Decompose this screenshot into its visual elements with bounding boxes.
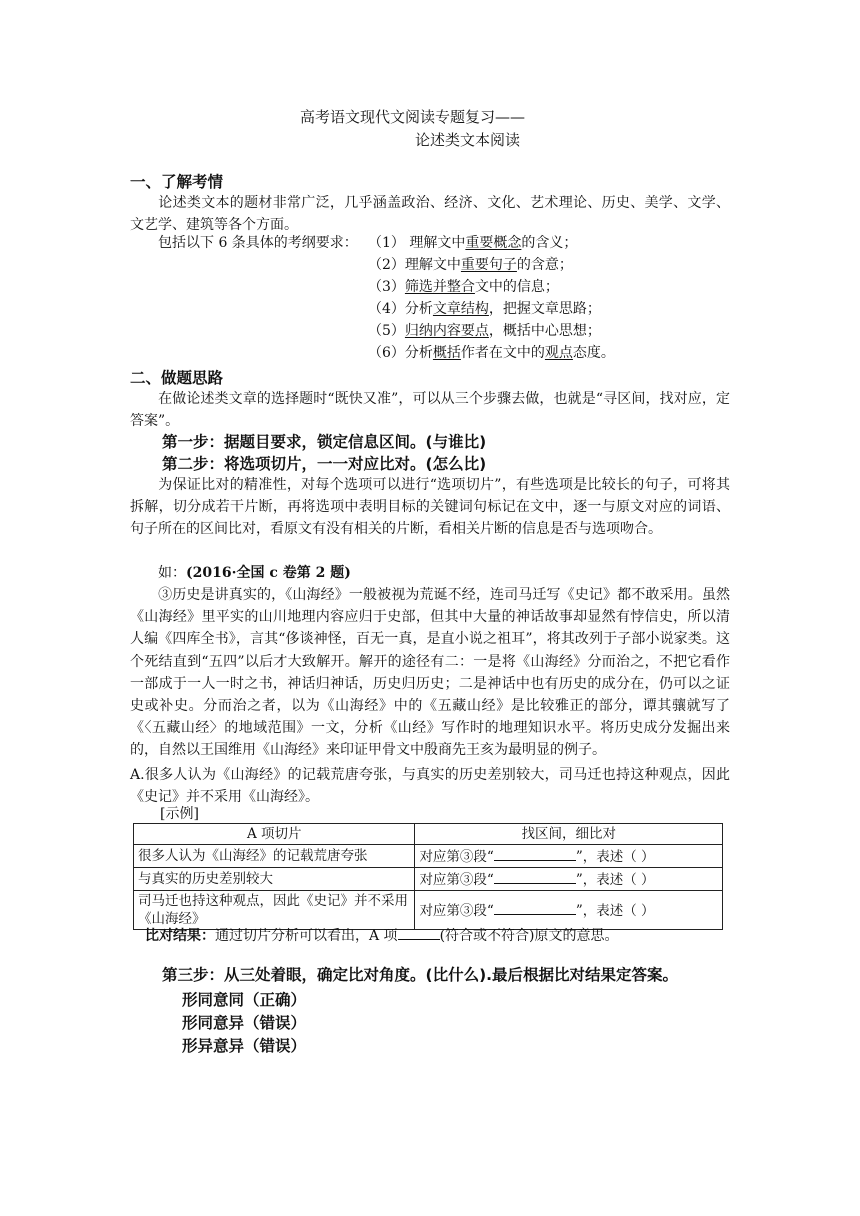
example-source: (2016·全国 c 卷第 2 题): [186, 565, 351, 581]
step1-heading: 第一步：据题目要求，锁定信息区间。(与谁比): [162, 433, 487, 451]
example-lead: 如：: [158, 565, 186, 581]
requirement-item-2: （2）理解文中重要句子的含意；: [368, 257, 573, 273]
answer-blank[interactable]: [494, 900, 576, 915]
table-row: [134, 845, 723, 868]
document-title-line1: 高考语文现代文阅读专题复习——: [300, 108, 526, 126]
answer-blank[interactable]: [494, 869, 576, 884]
requirement-item-6: （6）分析概括作者在文中的观点态度。: [368, 345, 615, 361]
passage-text: ③历史是讲真实的，《山海经》一般被视为荒诞不经，连司马迁写《史记》都不敢采用。虽然《山海经》里平实的山川地理内容应归于史部，但其中大量的神话故事却显然有悖信史，所以清人编《四库全书》，言其“侈谈神怪，百无一真，是直小说之祖耳”，将其改列于子部小说家类。这个死结直到“五四”以后才大致解开。解开的途径有二：一是将《山海经》分而治之，不把它看作一部成于一人一时之书，神话归神话，历史归历史；二是神话中也有历史的成分在，仍可以之证史或补史。分而治之者，以为《山海经》中的《五藏山经》是比较雅正的部分，谭其骧就写了《〈五藏山经〉的地域范围》一文，分析《山经》写作时的地理知识水平。将历史成分发掘出来的，自然以王国维用《山海经》来印证甲骨文中殷商先王亥为最明显的例子。: [130, 587, 730, 759]
section1-intro-paragraph: [130, 192, 730, 236]
section1-intro-text: 论述类文本的题材非常广泛，几乎涵盖政治、经济、文化、艺术理论、历史、美学、文学、文艺学、建筑等各个方面。: [130, 195, 730, 234]
table-header-row: [134, 824, 723, 845]
step2-description-paragraph: [130, 474, 730, 541]
table-row: [134, 868, 723, 891]
compare-cell: 对应第③段“ ”，表述（ ）: [415, 845, 723, 868]
requirements-lead: 包括以下 6 条具体的考纲要求：: [158, 235, 358, 251]
requirement-item-3: （3）筛选并整合文中的信息；: [368, 279, 559, 295]
outcome-item: 形异意异（错误）: [182, 1037, 307, 1055]
slice-cell: 与真实的历史差别较大: [134, 868, 415, 891]
result-blank[interactable]: [398, 925, 440, 940]
section1-heading: 一、了解考情: [130, 173, 224, 191]
result-text-pre: 通过切片分析可以看出，A 项: [215, 928, 398, 944]
example-source-line: [158, 562, 351, 584]
step3-heading: 第三步：从三处着眼，确定比对角度。(比什么).最后根据比对结果定答案。: [162, 966, 679, 984]
slicing-table: [133, 823, 723, 930]
table-header-slice: A 项切片: [134, 824, 415, 845]
section2-intro-text: 在做论述类文章的选择题时“既快又准”，可以从三个步骤去做，也就是“寻区间，找对应，定答案”。: [130, 391, 730, 430]
section2-heading: 二、做题思路: [130, 369, 224, 387]
section2-intro-paragraph: [130, 388, 730, 432]
result-label: 比对结果：: [145, 928, 215, 944]
table-header-compare: 找区间，细比对: [415, 824, 723, 845]
demo-label: [示例]: [160, 806, 199, 822]
result-text-post: (符合或不符合)原文的意思。: [439, 928, 619, 944]
option-a-paragraph: [130, 764, 730, 808]
step2-heading: 第二步：将选项切片，一一对应比对。(怎么比): [162, 455, 487, 473]
table-row: [134, 891, 723, 930]
requirement-item-1: （1） 理解文中重要概念的含义；: [368, 235, 578, 251]
compare-cell: 对应第③段“ ”，表述（ ）: [415, 868, 723, 891]
outcome-item: 形同意异（错误）: [182, 1014, 307, 1032]
outcome-item: 形同意同（正确）: [182, 991, 307, 1009]
comparison-result-line: [145, 925, 619, 947]
slice-cell: 司马迁也持这种观点，因此《史记》并不采用《山海经》: [134, 891, 415, 930]
document-title-line2: 论述类文本阅读: [415, 131, 521, 149]
requirement-item-5: （5）归纳内容要点，概括中心思想；: [368, 323, 601, 339]
compare-cell: 对应第③段“ ”，表述（ ）: [415, 891, 723, 930]
step2-description-text: 为保证比对的精准性，对每个选项可以进行“选项切片”，有些选项是比较长的句子，可将其拆解，切分成若干片断，再将选项中表明目标的关键词句标记在文中，逐一与原文对应的词语、句子所在的区间比对，看原文有没有相关的片断，看相关片断的信息是否与选项吻合。: [130, 477, 730, 538]
requirement-item-4: （4）分析文章结构，把握文章思路；: [368, 301, 601, 317]
answer-blank[interactable]: [494, 846, 576, 861]
option-a-text: A.很多人认为《山海经》的记载荒唐夸张，与真实的历史差别较大，司马迁也持这种观点，因此《史记》并不采用《山海经》。: [130, 767, 730, 806]
passage-paragraph: [130, 584, 730, 762]
slice-cell: 很多人认为《山海经》的记载荒唐夸张: [134, 845, 415, 868]
